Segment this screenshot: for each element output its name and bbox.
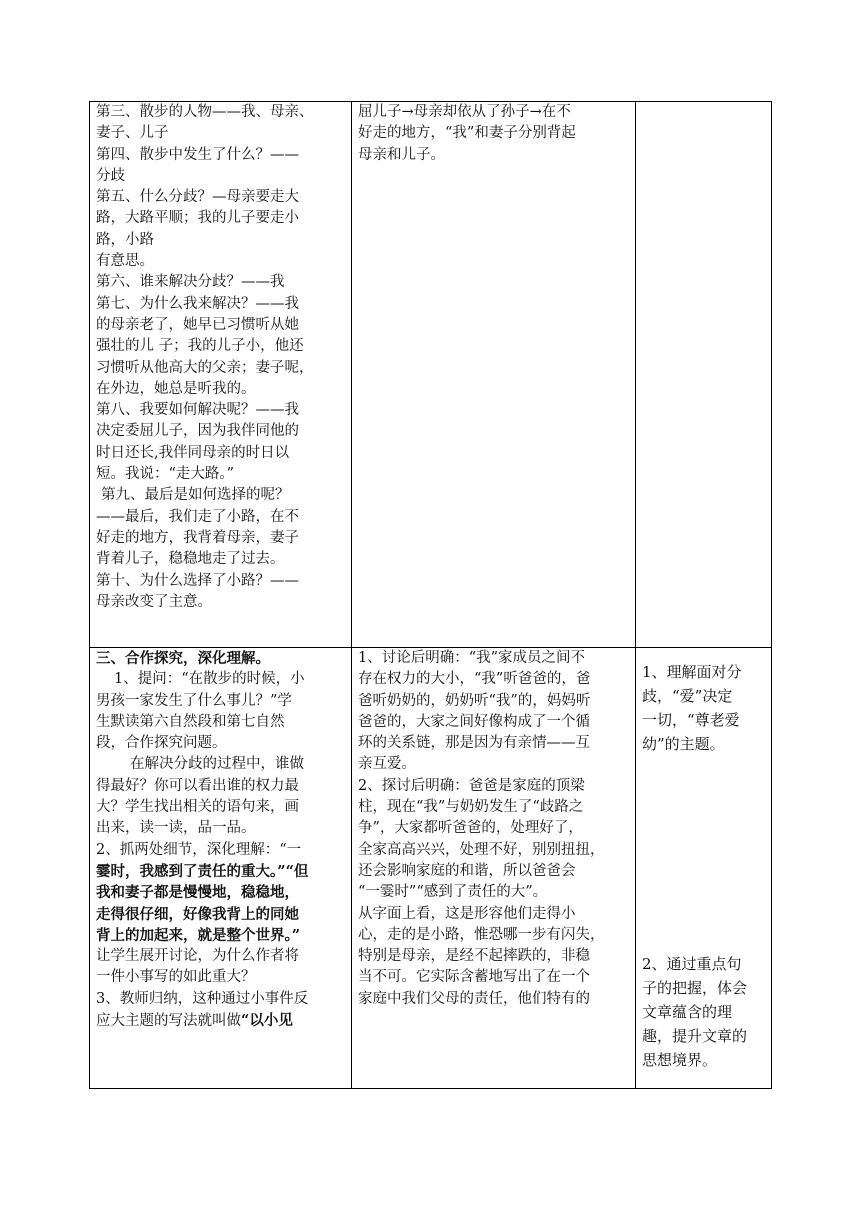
text-line: 第七、为什么我来解决？——我 [96,295,299,312]
text-line: 得最好？你可以看出谁的权力最 [96,777,299,794]
text-line: 好走的地方，“我”和妻子分别背起 [358,125,576,142]
text-line: 在外边，她总是听我的。 [96,380,256,397]
student-activity-cell [352,102,636,648]
text-line: 争”，大家都听爸爸的，处理好了， [358,820,583,837]
quote-line: 走得很仔细，好像我背上的同她 [96,905,299,923]
text-line: 第四、散步中发生了什么？—— [96,146,299,163]
text-line: 当不可。它实际含蓄地写出了在一个 [358,969,590,986]
text-line: 路，小路 [96,231,154,248]
process-cell [90,648,352,1089]
intent-cell [636,648,772,1089]
text-line: 强壮的儿 子；我的儿子小，他还 [96,338,304,355]
text-line: 屈儿子→母亲却依从了孙子→在不 [358,104,571,120]
text-line: 环的关系链，那是因为有亲情——互 [358,735,590,752]
table-row [90,648,772,1089]
intent-block-1 [642,648,765,756]
lesson-plan-table [89,101,772,1089]
text-line: 母亲和儿子。 [358,146,445,163]
text-line: 爸爸的，大家之间好像构成了一个循 [358,713,590,730]
text-line: 好走的地方，我背着母亲，妻子 [96,529,299,546]
text-line: 子的把握，体会 [642,979,748,997]
quote-line: 霎时，我感到了责任的重大。”“但 [96,862,309,880]
text-line: 大？学生找出相关的语句来，画 [96,799,299,816]
text-line: 背着儿子，稳稳地走了过去。 [96,551,285,568]
section-heading: 三、合作探究，深化理解。 [96,650,270,667]
text-line: 1、理解面对分 [642,663,742,681]
text-line: 分歧 [96,167,125,184]
text-line: 从字面上看，这是形容他们走得小 [358,905,576,922]
text-line: 幼”的主题。 [642,735,725,753]
text-line: 全家高高兴兴，处理不好，别别扭扭， [358,841,605,858]
text-line: 生默读第六自然段和第七自然 [96,713,285,730]
text-line: 有意思。 [96,253,154,270]
text-line: 2、抓两处细节，深化理解：“一 [96,841,302,858]
text-line: 时日还长,我伴同母亲的时日以 [96,444,290,461]
text-line: 思想境界。 [642,1051,718,1069]
text-line: “一霎时”“感到了责任的大”。 [358,884,548,901]
text-line: 出来，读一读，品一品。 [96,820,256,837]
table-row [90,102,772,648]
text-line: 路，大路平顺；我的儿子要走小 [96,210,299,227]
text-line: 第九、最后是如何选择的呢？ [101,487,290,504]
text-line: 2、通过重点句 [642,955,742,973]
text-line: 还会影响家庭的和谐，所以爸爸会 [358,862,576,879]
text-line: 段，合作探究问题。 [96,735,227,752]
text-line: 让学生展开讨论，为什么作者将 [96,948,299,965]
quote-line: 我和妻子都是慢慢地，稳稳地， [96,884,299,902]
intent-cell [636,102,772,648]
text-line [96,1010,345,1032]
text-line: ——最后，我们走了小路，在不 [96,508,299,525]
text-line: 第三、散步的人物——我、母亲、 [96,104,314,120]
text-line: 家庭中我们父母的责任，他们特有的 [358,990,590,1007]
text-line: 3、教师归纳，这种通过小事件反 [96,990,309,1007]
text-line: 爸听奶奶的，奶奶听“我”的，妈妈听 [358,692,591,709]
text-line: 一切，“尊老爱 [642,711,740,729]
text-line: 的母亲老了，她早已习惯听从她 [96,316,299,333]
text-line: 短。我说：“走大路。” [96,466,235,483]
text-line: 2、探讨后明确：爸爸是家庭的顶梁 [358,777,585,794]
text-line: 一件小事写的如此重大？ [96,969,256,986]
text-line: 男孩一家发生了什么事儿？”学 [96,692,292,709]
text-line: 习惯听从他高大的父亲；妻子呢， [96,359,314,376]
text-line: 特别是母亲，是经不起摔跌的，非稳 [358,948,590,965]
text-line: 母亲改变了主意。 [96,593,212,610]
text-line: 1、提问：“在散步的时候，小 [114,671,305,688]
text-line: 在解决分歧的过程中，谁做 [130,756,304,773]
text-line: 文章蕴含的理 [642,1003,733,1021]
text-line: 歧，“爱”决定 [642,687,733,705]
text-line: 第八、我要如何解决呢？——我 [96,402,299,419]
intent-block-2 [642,952,765,1072]
text-line: 存在权力的大小，“我”听爸爸的，爸 [358,671,591,688]
text-line: 第六、谁来解决分歧？——我 [96,274,285,291]
text-line: 1、讨论后明确：“我”家成员之间不 [358,650,586,666]
text-line: 趣，提升文章的 [642,1027,748,1045]
quote-line: 背上的加起来，就是整个世界。” [96,926,301,944]
text-line: 决定委屈儿子，因为我伴同他的 [96,423,299,440]
text-run: 应大主题的写法就叫做 [96,1013,241,1030]
text-line: 妻子、儿子 [96,125,169,142]
process-cell [90,102,352,648]
bold-run: “以小见 [241,1012,293,1030]
text-line: 心，走的是小路，惟恐哪一步有闪失， [358,926,605,943]
text-line: 第五、什么分歧？—母亲要走大 [96,189,299,206]
text-line: 第十、为什么选择了小路？—— [96,572,299,589]
text-line: 柱，现在“我”与奶奶发生了“歧路之 [358,799,584,816]
text-line: 亲互爱。 [358,756,416,773]
student-activity-cell [352,648,636,1089]
